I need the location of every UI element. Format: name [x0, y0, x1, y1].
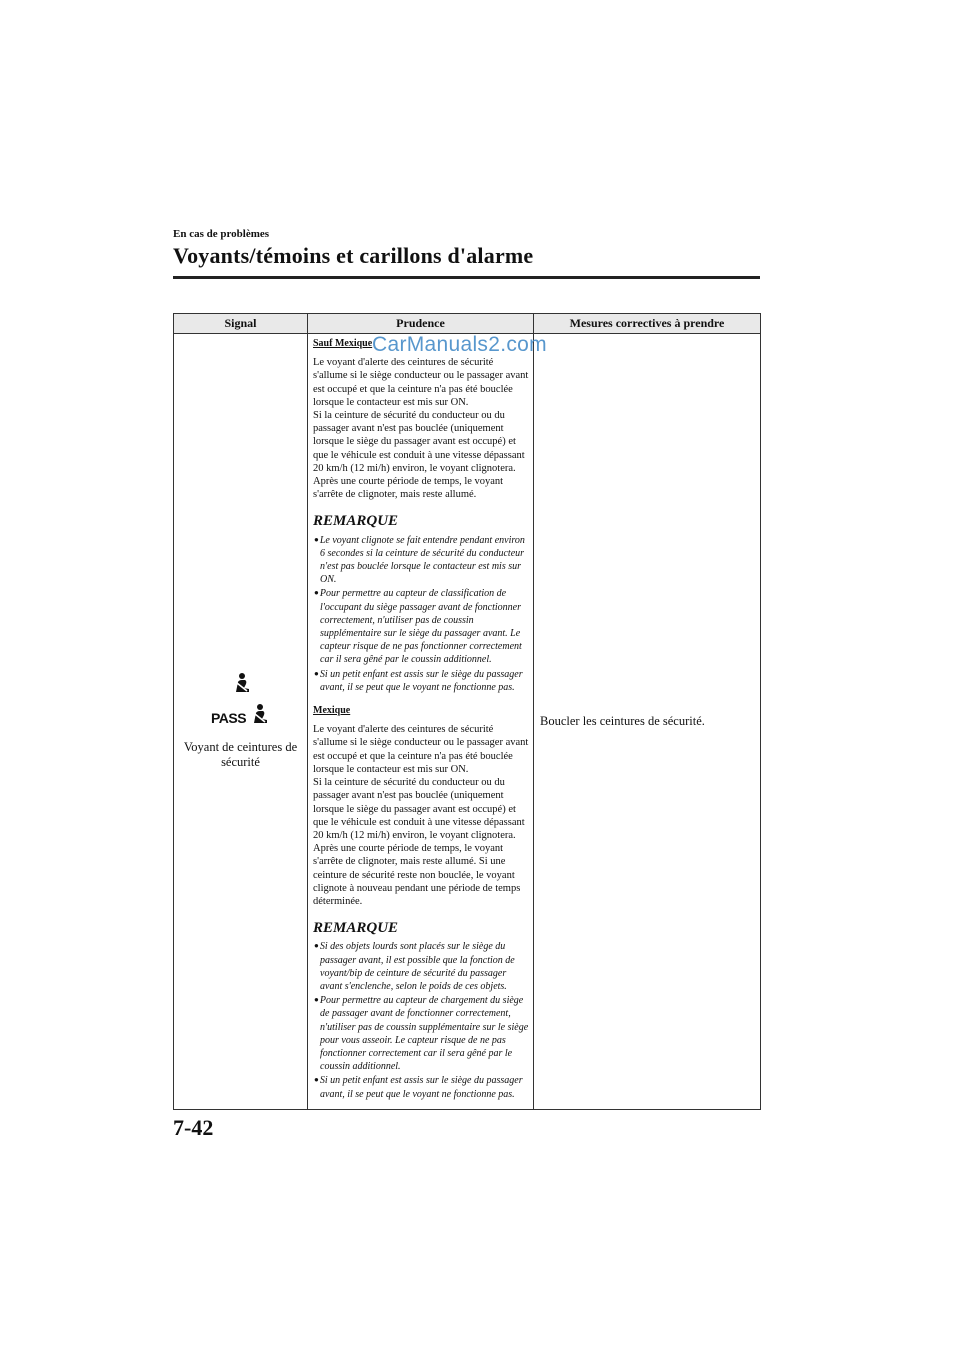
list-item	[313, 667, 529, 694]
signal-icons	[178, 672, 303, 732]
bullet-icon: ●	[314, 1075, 319, 1085]
seatbelt-icon	[230, 672, 252, 701]
list-item	[313, 586, 529, 666]
paragraph: Si la ceinture de sécurité du conducteur ou du passager avant n'est pas bouclée (uniquement lorsque le siège du passager avant est occupé) et que le véhicule est conduit à une vitesse dépassant 20 km/h (12 mi/h) environ, le voyant clignotera. Après une courte période de temps, le voyant s'arrête de clignoter, mais reste allumé.	[313, 410, 525, 501]
paragraph: Le voyant d'alerte des ceintures de sécurité s'allume si le siège conducteur ou le passager avant est occupé et que la ceinture n'a pas été bouclée lorsque le contacteur est mis sur ON.	[313, 724, 529, 775]
warning-table	[173, 313, 761, 1110]
remark-title: REMARQUE	[313, 920, 399, 937]
seatbelt-pass-icon	[248, 703, 270, 732]
list-item	[313, 939, 529, 993]
bullet-icon: ●	[314, 534, 319, 544]
pass-seatbelt-row	[211, 703, 270, 732]
bullet-icon: ●	[314, 941, 319, 951]
bullet-icon: ●	[314, 588, 319, 598]
page-title: Voyants/témoins et carillons d'alarme	[173, 243, 534, 268]
column-header-actions: Mesures correctives à prendre	[534, 314, 761, 334]
signal-cell	[174, 334, 308, 1110]
section-label: En cas de problèmes	[173, 228, 270, 240]
non-mexico-block	[313, 337, 529, 694]
page-number: 7-42	[173, 1115, 214, 1140]
remark-list	[313, 533, 529, 694]
bullet-icon: ●	[314, 995, 319, 1005]
pass-label: PASS	[210, 709, 247, 726]
list-item-text: Pour permettre au capteur de classification de l'occupant du siège passager avant de fonctionner correctement, n'utiliser pas de coussin supplémentaire sur le siège du passager avant. Le capteur risque de ne pas fonctionner correctement car il sera gêné par le coussin additionnel.	[319, 588, 522, 666]
bullet-icon: ●	[314, 668, 319, 678]
list-item-text: Si un petit enfant est assis sur le siège du passager avant, il se peut que le voyant ne fonctionne pas.	[319, 1075, 523, 1100]
paragraph: Si la ceinture de sécurité du conducteur ou du passager avant n'est pas bouclée (uniquement lorsque le siège du passager avant est occupé) et que le véhicule est conduit à une vitesse dépassant 20 km/h (12 mi/h) environ, le voyant clignotera. Après une courte période de temps, le voyant s'arrête de clignoter, mais reste allumé. Si une ceinture de sécurité reste non bouclée, le voyant clignote à nouveau pendant une période de temps déterminée.	[313, 777, 525, 907]
list-item-text: Le voyant clignote se fait entendre pendant environ 6 secondes si la ceinture de sécurité du conducteur n'est pas bouclée lorsque le contacteur est mis sur ON.	[319, 534, 525, 586]
list-item	[313, 993, 529, 1073]
remark-title: REMARQUE	[313, 513, 399, 530]
region-label-mexico: Mexique	[313, 705, 351, 717]
signal-caption: Voyant de ceintures de sécurité	[183, 740, 298, 770]
mexico-block	[313, 704, 529, 1101]
list-item-text: Si un petit enfant est assis sur le siège du passager avant, il se peut que le voyant ne fonctionne pas.	[319, 668, 523, 693]
paragraph: Le voyant d'alerte des ceintures de sécurité s'allume si le siège conducteur ou le passager avant est occupé et que la ceinture n'a pas été bouclée lorsque le contacteur est mis sur ON.	[313, 357, 529, 408]
prudence-cell	[308, 334, 534, 1110]
region-label-non-mexico: Sauf Mexique	[313, 338, 373, 349]
list-item	[313, 533, 529, 587]
watermark[interactable]: CarManuals2.com	[372, 333, 547, 356]
column-header-signal: Signal	[174, 314, 308, 334]
title-rule	[173, 276, 760, 279]
column-header-prudence: Prudence	[308, 314, 534, 334]
table-row	[174, 334, 761, 1110]
actions-cell: Boucler les ceintures de sécurité.	[534, 334, 761, 1110]
list-item-text: Pour permettre au capteur de chargement du siège de passager avant de fonctionner correctement, n'utiliser pas de coussin supplémentaire sur le siège pour vous asseoir. Le capteur risque de ne pas fonctionner correctement car il sera gêné par le coussin additionnel.	[319, 995, 529, 1073]
list-item	[313, 1073, 529, 1100]
table-header-row	[174, 314, 761, 334]
remark-list	[313, 939, 529, 1100]
list-item-text: Si des objets lourds sont placés sur le siège du passager avant, il est possible que la fonction de voyant/bip de ceinture de sécurité du passager avant s'enclenche, selon le poids de ces objets.	[319, 941, 515, 992]
